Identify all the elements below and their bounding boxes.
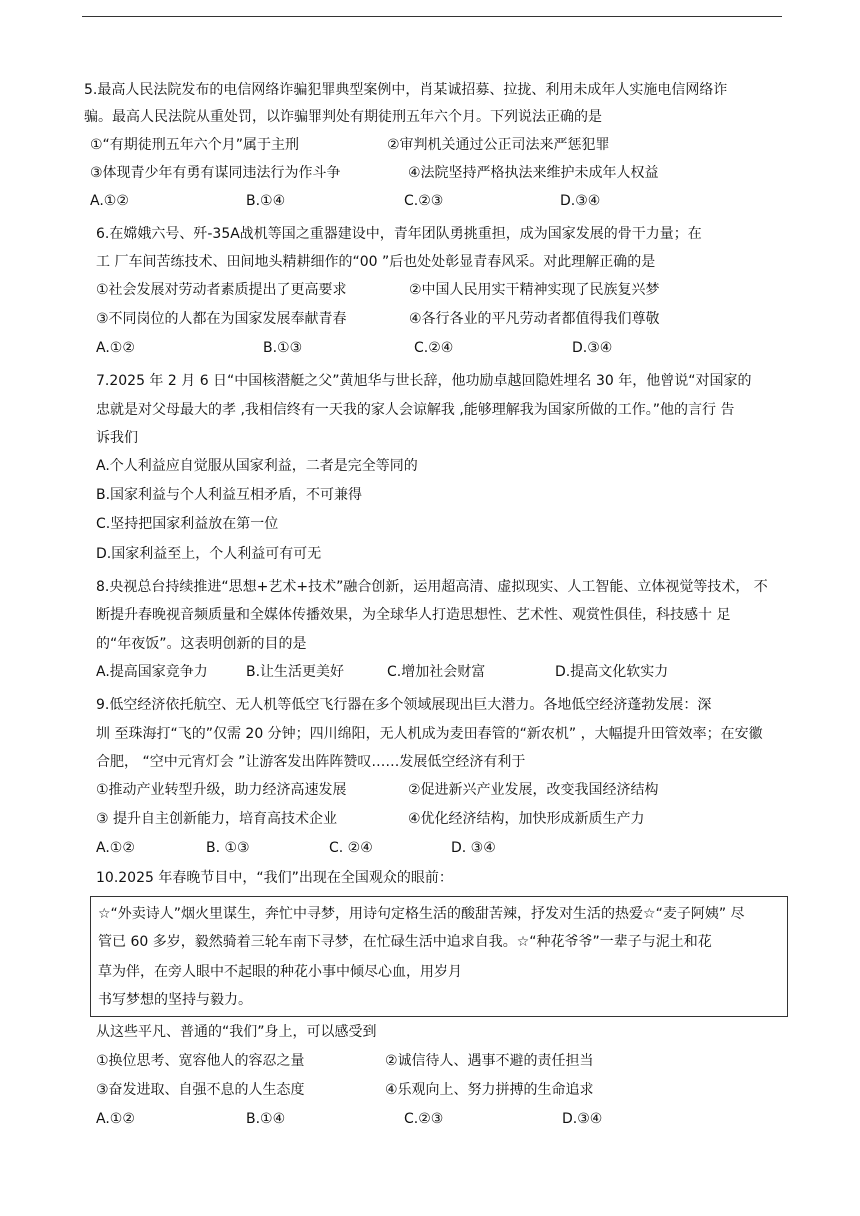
q6-option-b: B.①③	[263, 340, 303, 356]
q7-option-a: A.个人利益应自觉服从国家利益，二者是完全等同的	[96, 458, 418, 474]
q5-option-c: C.②③	[404, 193, 444, 209]
q7-stem-line-3: 诉我们	[96, 430, 138, 446]
q5-item-2: ②审判机关通过公正司法来严惩犯罪	[387, 137, 610, 153]
q10-item-4: ④乐观向上、努力拼搏的生命追求	[385, 1082, 594, 1098]
q6-item-2: ②中国人民用实干精神实现了民族复兴梦	[409, 282, 660, 298]
q10-option-a: A.①②	[96, 1111, 135, 1127]
q9-option-d: D. ③④	[451, 840, 496, 856]
q6-option-d: D.③④	[572, 340, 613, 356]
q7-option-c: C.坚持把国家利益放在第一位	[96, 516, 279, 532]
q9-item-1: ①推动产业转型升级，助力经济高速发展	[96, 782, 347, 798]
q6-stem-line-2: 工 厂车间苦练技术、田间地头精耕细作的“00 ”后也处处彰显青春风采。对此理解正确的是	[96, 254, 656, 270]
q7-option-d: D.国家利益至上，个人利益可有可无	[96, 546, 322, 562]
q7-option-b: B.国家利益与个人利益互相矛盾，不可兼得	[96, 487, 363, 503]
q8-stem-line-3: 的“年夜饭”。这表明创新的目的是	[96, 636, 307, 652]
q6-stem-line-1: 6.在嫦娥六号、歼-35A战机等国之重器建设中，青年团队勇挑重担，成为国家发展的骨干力量；在	[96, 226, 702, 242]
q9-option-a: A.①②	[96, 840, 135, 856]
q5-stem-line-1: 5.最高人民法院发布的电信网络诈骗犯罪典型案例中，肖某诚招募、拉拢、利用未成年人实施电信网络诈	[84, 82, 728, 98]
q5-item-3: ③体现青少年有勇有谋同违法行为作斗争	[90, 165, 341, 181]
q9-option-c: C. ②④	[329, 840, 373, 856]
q10-option-d: D.③④	[562, 1111, 603, 1127]
q6-item-1: ①社会发展对劳动者素质提出了更高要求	[96, 282, 347, 298]
q5-stem-line-2: 骗。最高人民法院从重处罚，以诈骗罪判处有期徒刑五年六个月。下列说法正确的是	[84, 109, 602, 125]
q10-material-line-2: 管已 60 多岁，毅然骑着三轮车南下寻梦，在忙碌生活中追求自我。☆“种花爷爷”一辈子与泥土和花	[98, 934, 712, 950]
q10-item-3: ③奋发进取、自强不息的人生态度	[96, 1082, 305, 1098]
q9-item-2: ②促进新兴产业发展，改变我国经济结构	[408, 782, 659, 798]
q5-item-4: ④法院坚持严格执法来维护未成年人权益	[408, 165, 659, 181]
q6-item-3: ③不同岗位的人都在为国家发展奉献青春	[96, 311, 347, 327]
q7-stem-line-2: 忠就是对父母最大的孝 ,我相信终有一天我的家人会谅解我 ,能够理解我为国家所做的工作。”他的言行 告	[96, 402, 735, 418]
q9-item-3: ③ 提升自主创新能力，培育高技术企业	[96, 811, 337, 827]
q8-stem-line-2: 断提升春晚视音频质量和全媒体传播效果，为全球华人打造思想性、艺术性、观赏性俱佳，科技感十 足	[96, 607, 731, 623]
q8-option-c: C.增加社会财富	[387, 664, 486, 680]
q10-stem: 10.2025 年春晚节目中，“我们”出现在全国观众的眼前：	[96, 870, 453, 886]
q8-option-d: D.提高文化软实力	[555, 664, 669, 680]
q5-option-a: A.①②	[90, 193, 129, 209]
q5-item-1: ①“有期徒刑五年六个月”属于主刑	[90, 137, 300, 153]
q9-item-4: ④优化经济结构，加快形成新质生产力	[408, 811, 645, 827]
q7-stem-line-1: 7.2025 年 2 月 6 日“中国核潜艇之父”黄旭华与世长辞，他功励卓越回隐姓埋名 30 年，他曾说“对国家的	[96, 373, 752, 389]
q9-stem-line-1: 9.低空经济依托航空、无人机等低空飞行器在多个领域展现出巨大潜力。各地低空经济蓬勃发展：深	[96, 697, 712, 713]
q6-option-a: A.①②	[96, 340, 135, 356]
q10-item-1: ①换位思考、宽容他人的容忍之量	[96, 1053, 305, 1069]
q10-material-line-4: 书写梦想的坚持与毅力。	[98, 992, 252, 1008]
q9-stem-line-3: 合肥， “空中元宵灯会 ”让游客发出阵阵赞叹……发展低空经济有利于	[96, 754, 526, 770]
q5-option-d: D.③④	[560, 193, 601, 209]
q6-option-c: C.②④	[414, 340, 454, 356]
q10-material-line-1: ☆“外卖诗人”烟火里谋生，奔忙中寻梦，用诗句定格生活的酸甜苦辣，抒发对生活的热爱☆“麦子阿姨” 尽	[98, 906, 745, 922]
q10-prompt: 从这些平凡、普通的“我们”身上，可以感受到	[96, 1024, 377, 1040]
q6-item-4: ④各行各业的平凡劳动者都值得我们尊敬	[409, 311, 660, 327]
q10-option-b: B.①④	[246, 1111, 286, 1127]
q9-option-b: B. ①③	[206, 840, 250, 856]
q8-option-a: A.提高国家竞争力	[96, 664, 208, 680]
q8-option-b: B.让生活更美好	[246, 664, 345, 680]
q9-stem-line-2: 圳 至珠海打“飞的”仅需 20 分钟；四川绵阳，无人机成为麦田春管的“新农机” ，大幅提升田管效率；在安徽	[96, 726, 763, 742]
header-rule	[82, 16, 782, 17]
q10-item-2: ②诚信待人、遇事不避的责任担当	[385, 1053, 594, 1069]
q8-stem-line-1: 8.央视总台持续推进“思想+艺术+技术”融合创新，运用超高清、虚拟现实、人工智能、立体视觉等技术， 不	[96, 579, 768, 595]
q10-option-c: C.②③	[404, 1111, 444, 1127]
q10-material-line-3: 草为伴，在旁人眼中不起眼的种花小事中倾尽心血，用岁月	[98, 964, 462, 980]
q5-option-b: B.①④	[246, 193, 286, 209]
